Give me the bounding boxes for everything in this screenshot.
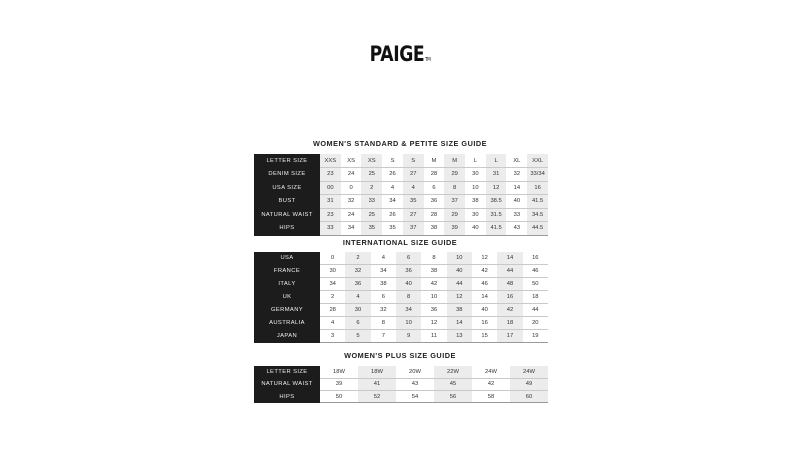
table-row (254, 378, 548, 390)
paige-logo: PAIGETM (369, 42, 431, 66)
plus-size-table (254, 366, 548, 403)
table-cell: 38 (424, 222, 445, 236)
table-cell: 32 (371, 304, 396, 317)
table-cell: 36 (424, 195, 445, 209)
row-label: USA SIZE (254, 181, 320, 195)
table-cell: 43 (396, 378, 434, 390)
table-cell: 46 (472, 278, 497, 291)
table-cell: L (486, 154, 507, 168)
table-cell: 42 (497, 304, 522, 317)
row-label: DENIM SIZE (254, 168, 320, 182)
table-cell: 0 (320, 252, 345, 265)
table-cell: 8 (371, 316, 396, 329)
row-label: USA (254, 252, 320, 265)
table-cell: 52 (358, 391, 396, 403)
table-cell: 33/34 (527, 168, 548, 182)
table-cell: 34.5 (527, 208, 548, 222)
table-cell: 38 (447, 304, 472, 317)
international-size-table (254, 252, 548, 343)
table-cell: 33 (361, 195, 382, 209)
table-cell: 12 (447, 291, 472, 304)
table-cell: 10 (447, 252, 472, 265)
table-row (254, 181, 548, 195)
table-cell: 29 (444, 168, 465, 182)
table-cell: 24 (341, 168, 362, 182)
table-cell: 28 (424, 208, 445, 222)
table-cell: 56 (434, 391, 472, 403)
table-cell: 22W (434, 366, 472, 378)
table-cell: 40 (506, 195, 527, 209)
table-cell: 37 (403, 222, 424, 236)
table-cell: 35 (382, 222, 403, 236)
table-cell: 26 (382, 168, 403, 182)
table-row (254, 278, 548, 291)
table-cell: 15 (472, 329, 497, 342)
table-cell: 27 (403, 208, 424, 222)
table-cell: 36 (345, 278, 370, 291)
table-cell: 34 (382, 195, 403, 209)
row-label: AUSTRALIA (254, 316, 320, 329)
plus-size-guide-title: WOMEN'S PLUS SIZE GUIDE (344, 351, 456, 360)
table-cell: 12 (421, 316, 446, 329)
row-label: GERMANY (254, 304, 320, 317)
table-cell: 20W (396, 366, 434, 378)
table-cell: 4 (382, 181, 403, 195)
standard-size-table (254, 154, 548, 236)
table-row (254, 208, 548, 222)
table-cell: XS (361, 154, 382, 168)
table-cell: 49 (510, 378, 548, 390)
table-cell: 16 (527, 181, 548, 195)
table-cell: 58 (472, 391, 510, 403)
table-cell: 12 (472, 252, 497, 265)
table-cell: 30 (465, 208, 486, 222)
table-cell: 39 (444, 222, 465, 236)
row-label: JAPAN (254, 329, 320, 342)
table-cell: 19 (523, 329, 548, 342)
table-cell: 0 (341, 181, 362, 195)
row-label: UK (254, 291, 320, 304)
table-cell: 42 (472, 265, 497, 278)
table-cell: 45 (434, 378, 472, 390)
table-cell: 31.5 (486, 208, 507, 222)
table-cell: 34 (341, 222, 362, 236)
table-cell: 32 (341, 195, 362, 209)
table-cell: 3 (320, 329, 345, 342)
table-cell: 14 (472, 291, 497, 304)
table-cell: 31 (320, 195, 341, 209)
table-cell: 14 (447, 316, 472, 329)
table-row (254, 168, 548, 182)
table-cell: 33 (320, 222, 341, 236)
table-cell: 6 (371, 291, 396, 304)
table-cell: 30 (345, 304, 370, 317)
table-cell: 50 (523, 278, 548, 291)
table-cell: 13 (447, 329, 472, 342)
table-row (254, 252, 548, 265)
table-cell: 34 (396, 304, 421, 317)
table-cell: 28 (424, 168, 445, 182)
table-cell: 37 (444, 195, 465, 209)
table-cell: 24 (341, 208, 362, 222)
table-cell: 50 (320, 391, 358, 403)
table-cell: 14 (497, 252, 522, 265)
table-cell: 48 (497, 278, 522, 291)
table-cell: 34 (320, 278, 345, 291)
table-cell: 32 (345, 265, 370, 278)
table-cell: 18W (358, 366, 396, 378)
table-cell: 41.5 (486, 222, 507, 236)
table-cell: 44 (447, 278, 472, 291)
table-cell: 10 (396, 316, 421, 329)
row-label: LETTER SIZE (254, 366, 320, 378)
table-cell: 16 (523, 252, 548, 265)
table-cell: XS (341, 154, 362, 168)
table-row (254, 265, 548, 278)
table-row (254, 366, 548, 378)
table-cell: 17 (497, 329, 522, 342)
table-cell: 7 (371, 329, 396, 342)
international-size-guide-title: INTERNATIONAL SIZE GUIDE (342, 238, 458, 247)
table-cell: 10 (421, 291, 446, 304)
table-cell: 11 (421, 329, 446, 342)
table-row (254, 222, 548, 236)
table-cell: 2 (361, 181, 382, 195)
table-cell: 18 (497, 316, 522, 329)
table-cell: 8 (444, 181, 465, 195)
row-label: ITALY (254, 278, 320, 291)
table-cell: 4 (345, 291, 370, 304)
table-cell: 40 (447, 265, 472, 278)
table-cell: 27 (403, 168, 424, 182)
table-cell: 41 (358, 378, 396, 390)
table-cell: 2 (320, 291, 345, 304)
table-cell: 38 (371, 278, 396, 291)
table-cell: 24W (510, 366, 548, 378)
table-cell: 6 (396, 252, 421, 265)
table-cell: M (424, 154, 445, 168)
table-cell: 33 (506, 208, 527, 222)
table-cell: 29 (444, 208, 465, 222)
table-cell: 9 (396, 329, 421, 342)
table-row (254, 316, 548, 329)
table-cell: 24W (472, 366, 510, 378)
table-cell: 42 (472, 378, 510, 390)
table-cell: 40 (472, 304, 497, 317)
table-cell: 36 (421, 304, 446, 317)
table-row (254, 304, 548, 317)
table-cell: M (444, 154, 465, 168)
table-cell: 00 (320, 181, 341, 195)
table-cell: 54 (396, 391, 434, 403)
table-row (254, 154, 548, 168)
table-cell: 14 (506, 181, 527, 195)
table-cell: 20 (523, 316, 548, 329)
table-cell: 25 (361, 208, 382, 222)
table-cell: 31 (486, 168, 507, 182)
table-cell: XXS (320, 154, 341, 168)
table-cell: S (403, 154, 424, 168)
table-cell: 60 (510, 391, 548, 403)
table-cell: 38 (421, 265, 446, 278)
table-cell: 26 (382, 208, 403, 222)
table-cell: 8 (421, 252, 446, 265)
table-cell: 5 (345, 329, 370, 342)
table-cell: 6 (345, 316, 370, 329)
table-cell: 28 (320, 304, 345, 317)
table-cell: 43 (506, 222, 527, 236)
table-cell: L (465, 154, 486, 168)
table-cell: 35 (361, 222, 382, 236)
table-cell: 18W (320, 366, 358, 378)
table-cell: 10 (465, 181, 486, 195)
table-cell: 16 (472, 316, 497, 329)
table-cell: 39 (320, 378, 358, 390)
table-cell: 36 (396, 265, 421, 278)
table-cell: 32 (506, 168, 527, 182)
row-label: FRANCE (254, 265, 320, 278)
table-cell: XXL (527, 154, 548, 168)
table-cell: 4 (320, 316, 345, 329)
table-cell: 23 (320, 208, 341, 222)
table-cell: XL (506, 154, 527, 168)
table-cell: 44.5 (527, 222, 548, 236)
table-cell: 30 (320, 265, 345, 278)
table-cell: 23 (320, 168, 341, 182)
table-cell: 41.5 (527, 195, 548, 209)
table-cell: 4 (403, 181, 424, 195)
row-label: NATURAL WAIST (254, 208, 320, 222)
row-label: NATURAL WAIST (254, 378, 320, 390)
table-cell: 2 (345, 252, 370, 265)
table-cell: 38.5 (486, 195, 507, 209)
row-label: HIPS (254, 222, 320, 236)
table-cell: 18 (523, 291, 548, 304)
table-cell: 30 (465, 168, 486, 182)
table-cell: 12 (486, 181, 507, 195)
table-cell: 6 (424, 181, 445, 195)
table-cell: 40 (465, 222, 486, 236)
table-row (254, 291, 548, 304)
row-label: LETTER SIZE (254, 154, 320, 168)
table-cell: 44 (523, 304, 548, 317)
standard-size-guide-title: WOMEN'S STANDARD & PETITE SIZE GUIDE (312, 139, 488, 148)
table-cell: 35 (403, 195, 424, 209)
table-row (254, 391, 548, 403)
row-label: BUST (254, 195, 320, 209)
table-cell: 40 (396, 278, 421, 291)
table-cell: 16 (497, 291, 522, 304)
table-row (254, 195, 548, 209)
table-row (254, 329, 548, 342)
row-label: HIPS (254, 391, 320, 403)
table-cell: 34 (371, 265, 396, 278)
table-cell: S (382, 154, 403, 168)
table-cell: 46 (523, 265, 548, 278)
table-cell: 44 (497, 265, 522, 278)
table-cell: 38 (465, 195, 486, 209)
table-cell: 25 (361, 168, 382, 182)
table-cell: 8 (396, 291, 421, 304)
table-cell: 42 (421, 278, 446, 291)
table-cell: 4 (371, 252, 396, 265)
